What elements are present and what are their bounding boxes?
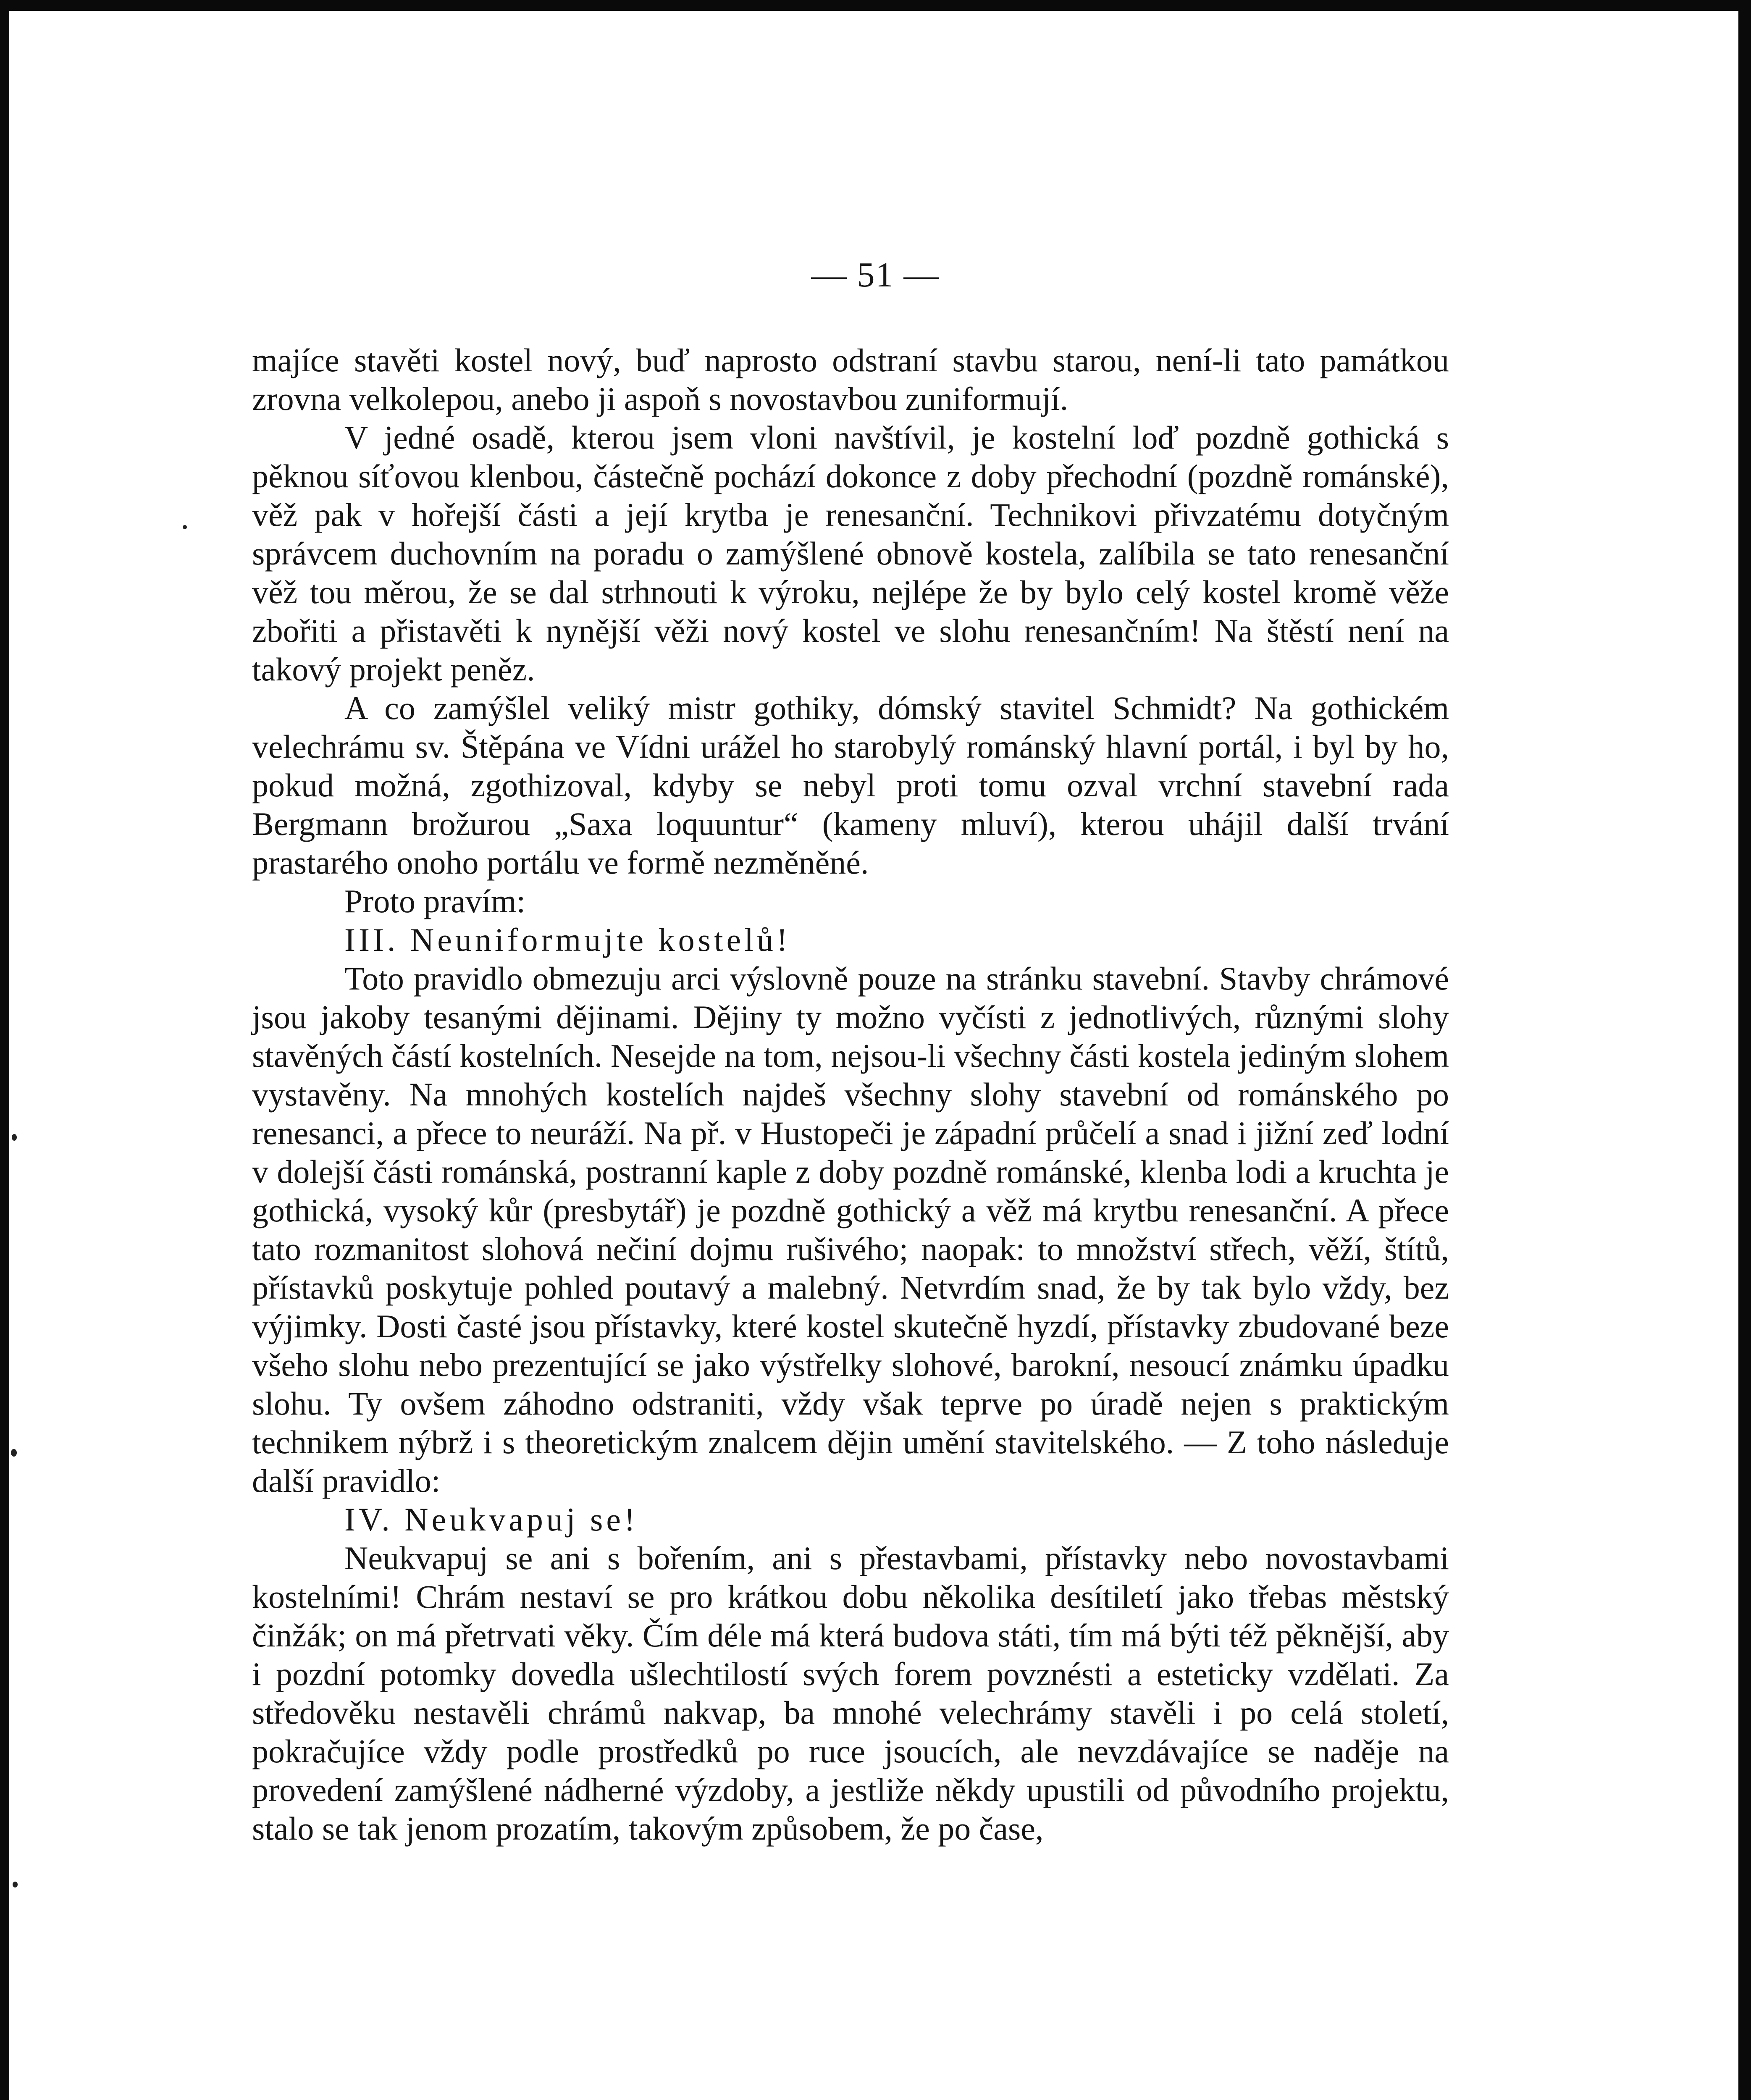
paragraph-3: A co zamýšlel veliký mistr gothiky, dómský stavitel Schmidt? Na gothickém velechrámu sv. Štěpána ve Vídni urážel ho starobylý románský hlavní portál, i byl by ho, pokud možná, zgothizoval, kdyby se nebyl proti tomu ozval vrchní stavební rada Bergmann brožurou „Saxa loquuntur“ (kameny mluví), kterou uhájil další trvání prastarého onoho portálu ve formě nezměněné.: [252, 690, 1449, 881]
paragraph-1: majíce stavěti kostel nový, buď naprosto odstraní stavbu starou, není-li tato památkou zrovna velkolepou, anebo ji aspoň s novostavbou zuniformují.: [252, 342, 1449, 417]
body-text: [252, 341, 1449, 1848]
section-heading-iii: III. Neuniformujte kostelů!: [344, 921, 791, 958]
scan-speck: [12, 1134, 17, 1141]
paragraph-6: Neukvapuj se ani s bořením, ani s přestavbami, přístavky nebo novostavbami kostelními! Chrám nestaví se pro krátkou dobu několika desítiletí jako třebas městský činžák; on má přetrvati věky. Čím déle má která budova státi, tím má býti též pěknější, aby i pozdní potomky dovedla ušlechtilostí svých forem povznésti a esteticky vzdělati. Za středověku nestavěli chrámů nakvap, ba mnohé velechrámy stavěli i po celá století, pokračujíce vždy podle prostředků po ruce jsoucích, ale nevzdávajíce se naděje na provedení zamýšlené nádherné výzdoby, a jestliže někdy upustili od původního projektu, stalo se tak jenom prozatím, takovým způsobem, že po čase,: [252, 1540, 1449, 1847]
paragraph-5: Toto pravidlo obmezuju arci výslovně pouze na stránku stavební. Stavby chrámové jsou jakoby tesanými dějinami. Dějiny ty možno vyčísti z jednotlivých, různými slohy stavěných částí kostelních. Nesejde na tom, nejsou-li všechny části kostela jediným slohem vystavěny. Na mnohých kostelích najdeš všechny slohy stavební od románského po renesanci, a přece to neuráží. Na př. v Hustopeči je západní průčelí a snad i jižní zeď lodní v dolejší části románská, postranní kaple z doby pozdně románské, klenba lodi a kruchta je gothická, vysoký kůr (presbytář) je pozdně gothický a věž má krytbu renesanční. A přece tato rozmanitost slohová nečiní dojmu rušivého; naopak: to množství střech, věží, štítů, přístavků poskytuje pohled poutavý a malebný. Netvrdím snad, že by tak bylo vždy, bez výjimky. Dosti časté jsou přístavky, které kostel skutečně hyzdí, přístavky zbudované beze všeho slohu nebo prezentující se jako výstřelky slohové, barokní, nesoucí známku úpadku slohu. Ty ovšem záhodno odstraniti, vždy však teprve po úradě nejen s praktickým technikem nýbrž i s theoretickým znalcem dějin umění stavitelského. — Z toho následuje další pravidlo:: [252, 960, 1449, 1499]
paragraph-2: V jedné osadě, kterou jsem vloni navštívil, je kostelní loď pozdně gothická s pěknou síťovou klenbou, částečně pochází dokonce z doby přechodní (pozdně románské), věž pak v hořejší části a její krytba je renesanční. Technikovi přivzatému dotyčným správcem duchovním na poradu o zamýšlené obnově kostela, zalíbila se tato renesanční věž tou měrou, že se dal strhnouti k výroku, nejlépe že by bylo celý kostel kromě věže zbořiti a přistavěti k nynější věži nový kostel ve slohu renesančním! Na štěstí není na takový projekt peněz.: [252, 419, 1449, 688]
paragraph-4: Proto pravím:: [344, 883, 526, 919]
scan-speck: [183, 525, 187, 529]
scan-speck: [11, 1449, 17, 1457]
page-number: — 51 —: [811, 255, 940, 294]
section-heading-iv: IV. Neukvapuj se!: [344, 1501, 638, 1538]
scan-speck: [13, 1882, 18, 1887]
